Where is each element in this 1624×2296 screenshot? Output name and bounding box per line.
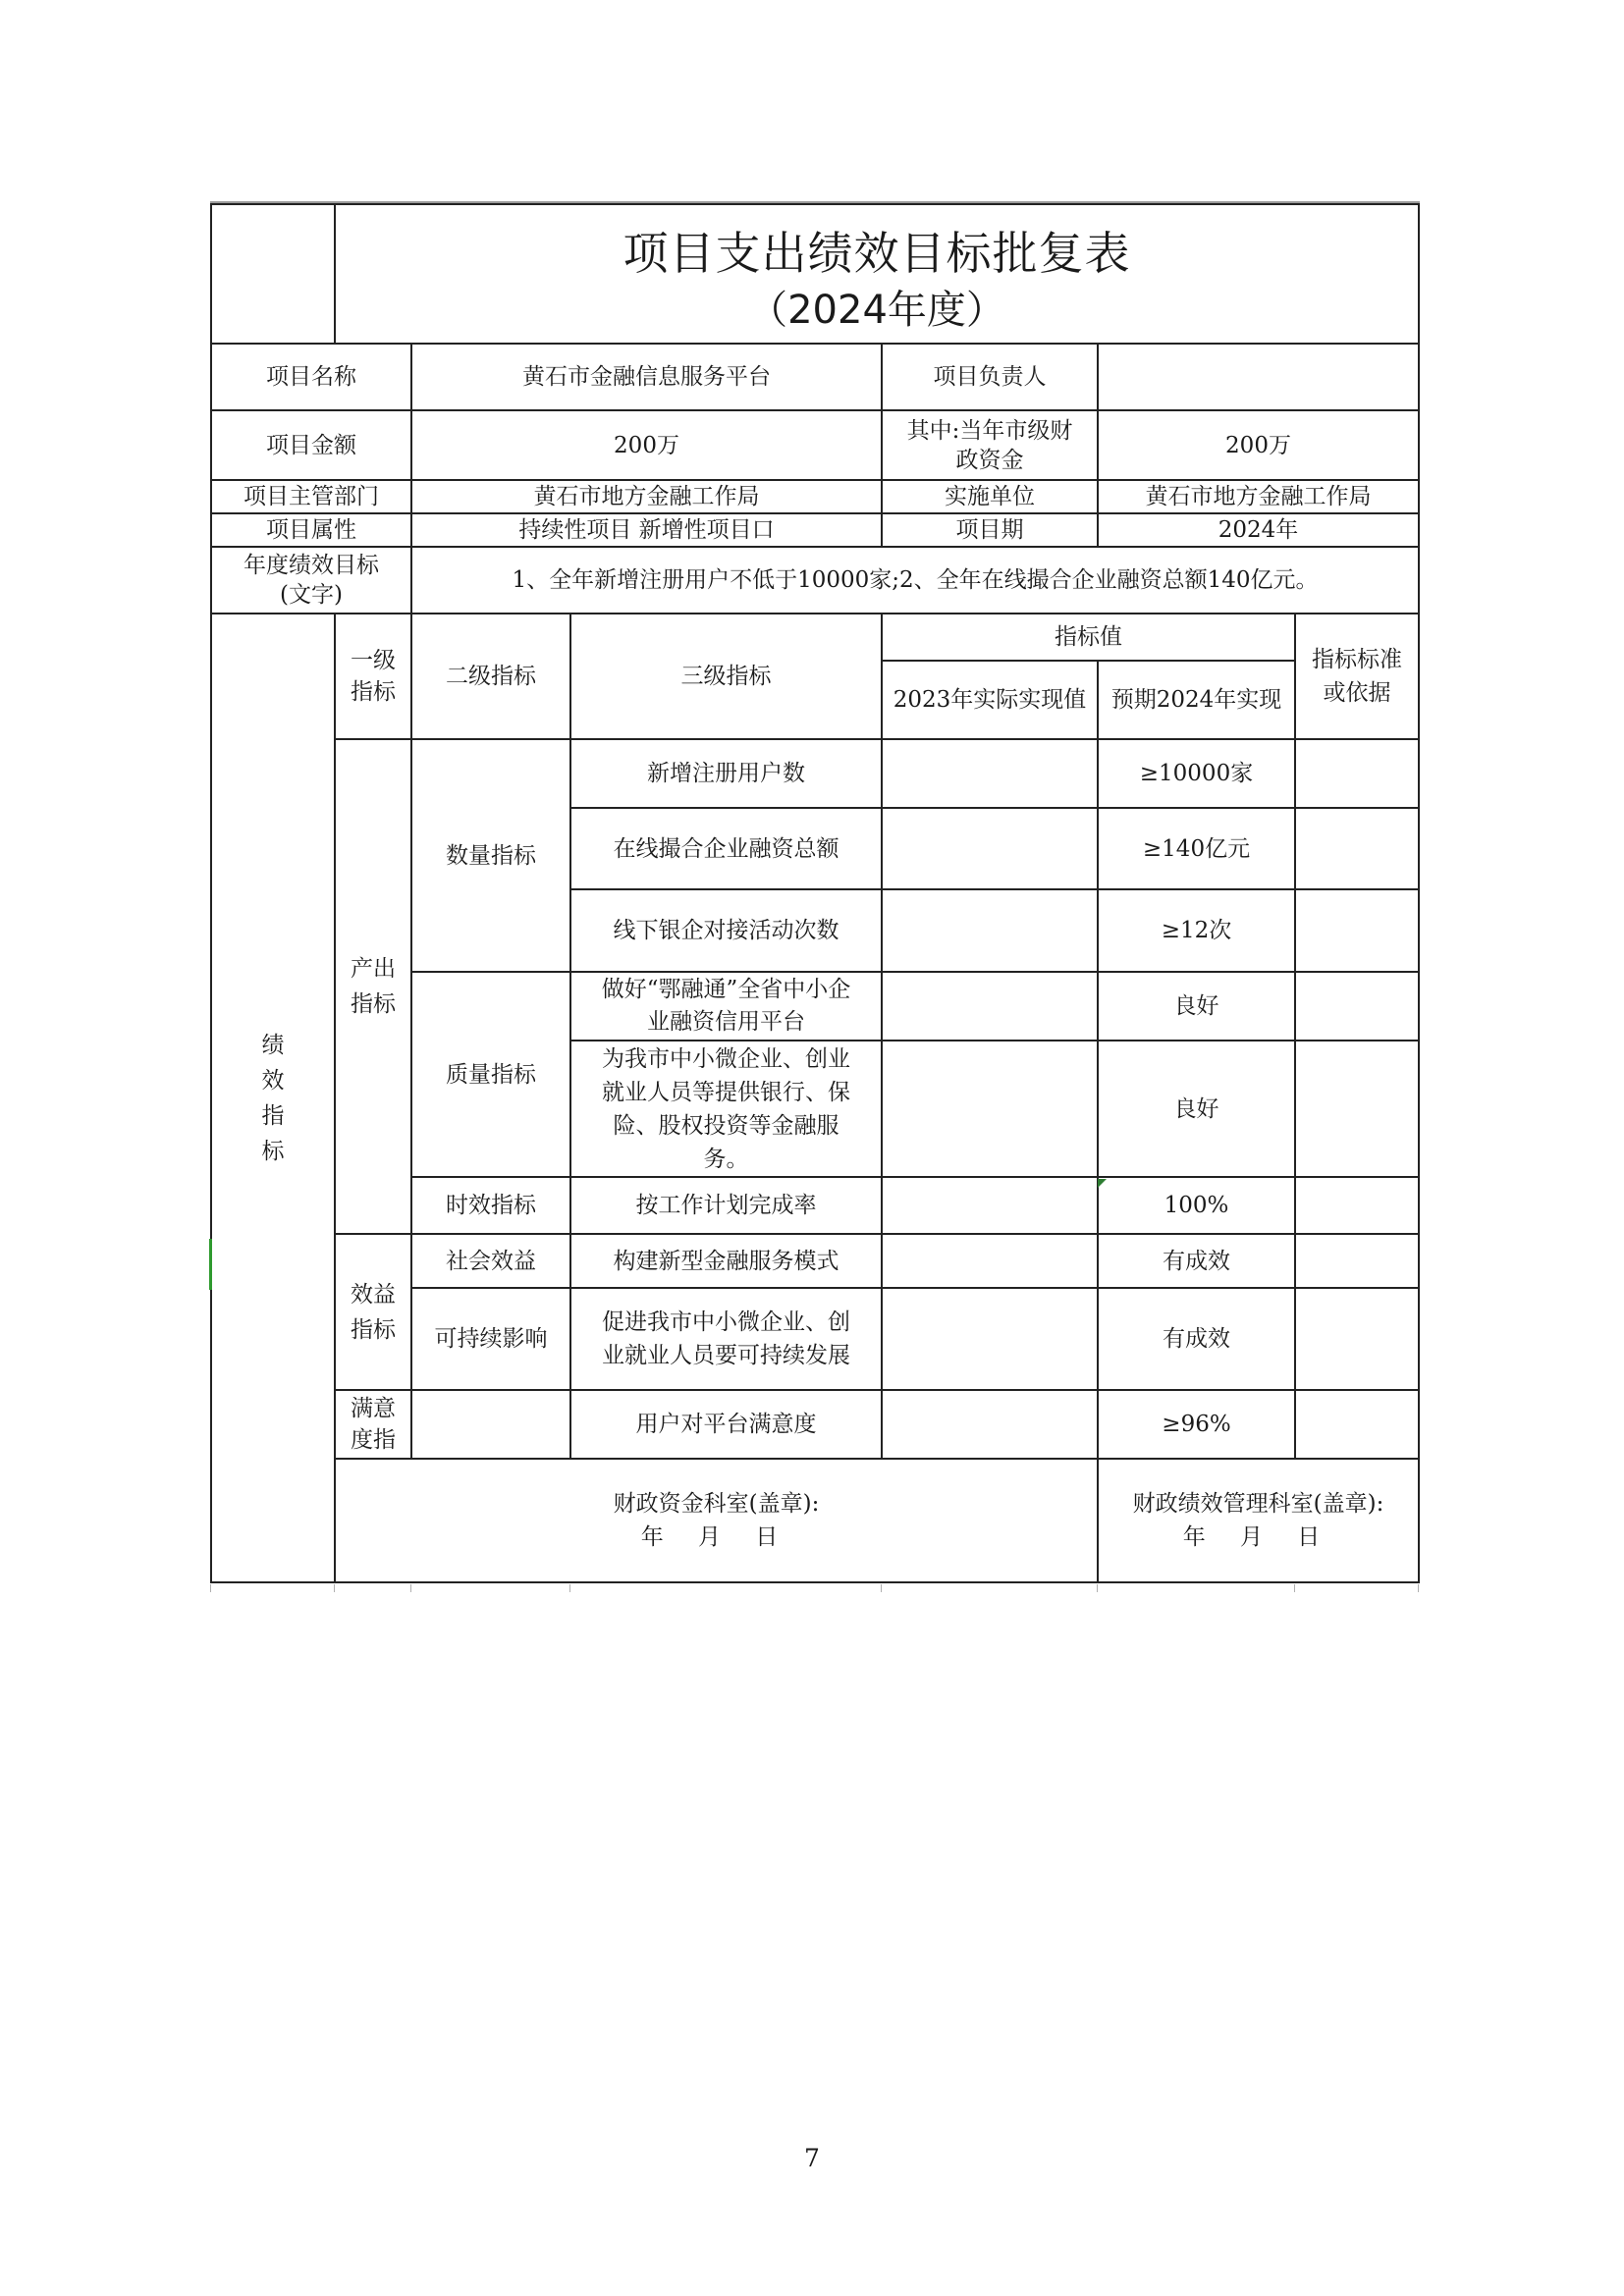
- indicator-expected: 良好: [1098, 972, 1295, 1041]
- period-value: 2024年: [1098, 513, 1419, 547]
- attribute-value: 持续性项目 新增性项目口: [411, 513, 882, 547]
- project-amount-label: 项目金额: [211, 410, 411, 480]
- indicator-expected: 良好: [1098, 1041, 1295, 1177]
- indicator-actual: [882, 1390, 1098, 1459]
- project-name-label: 项目名称: [211, 344, 411, 410]
- indicator-name: 构建新型金融服务模式: [570, 1234, 882, 1288]
- indicator-standard: [1295, 1041, 1419, 1177]
- department-label: 项目主管部门: [211, 480, 411, 513]
- indicator-expected: ≥10000家: [1098, 739, 1295, 808]
- header-actual-2023: 2023年实际实现值: [882, 661, 1098, 739]
- indicator-row: [211, 1390, 1419, 1459]
- city-funds-label: 其中:当年市级财政资金: [882, 410, 1098, 480]
- indicator-actual: [882, 1177, 1098, 1234]
- indicator-name: 促进我市中小微企业、创业就业人员要可持续发展: [570, 1288, 882, 1390]
- sheet-grid-ticks: [210, 1584, 1420, 1592]
- indicator-standard: [1295, 972, 1419, 1041]
- project-name-row: [211, 344, 1419, 410]
- indicator-actual: [882, 808, 1098, 889]
- indicator-actual: [882, 889, 1098, 972]
- sustainability-label: 可持续影响: [411, 1288, 570, 1390]
- indicator-standard: [1295, 889, 1419, 972]
- page-title: 项目支出绩效目标批复表: [623, 227, 1131, 280]
- finance-fund-office-date: 年 月 日: [640, 1524, 792, 1550]
- header-level1: 一级指标: [335, 614, 411, 739]
- satisfaction-indicator-label: 满意度指: [335, 1390, 411, 1459]
- satisfaction-level2-empty: [411, 1390, 570, 1459]
- indicator-header-row-1: [211, 614, 1419, 661]
- cell-comment-indicator: [1098, 1179, 1107, 1188]
- indicator-standard: [1295, 1288, 1419, 1390]
- indicator-name: 线下银企对接活动次数: [570, 889, 882, 972]
- indicator-standard: [1295, 1234, 1419, 1288]
- performance-office-date: 年 月 日: [1182, 1524, 1334, 1550]
- indicator-row: [211, 739, 1419, 808]
- indicator-name: 做好“鄂融通”全省中小企业融资信用平台: [570, 972, 882, 1041]
- header-standard: 指标标准或依据: [1295, 614, 1419, 739]
- indicator-expected: 有成效: [1098, 1288, 1295, 1390]
- indicator-actual: [882, 1041, 1098, 1177]
- output-indicator-label: 产出指标: [335, 739, 411, 1234]
- indicator-row: [211, 1234, 1419, 1288]
- indicator-name: 在线撮合企业融资总额: [570, 808, 882, 889]
- header-expected-2024: 预期2024年实现: [1098, 661, 1295, 739]
- indicator-actual: [882, 972, 1098, 1041]
- indicator-standard: [1295, 1177, 1419, 1234]
- attribute-label: 项目属性: [211, 513, 411, 547]
- performance-office-signature: [1098, 1459, 1419, 1582]
- indicator-standard: [1295, 808, 1419, 889]
- project-leader-label: 项目负责人: [882, 344, 1098, 410]
- performance-office-label: 财政绩效管理科室(盖章):: [1132, 1491, 1384, 1517]
- indicator-actual: [882, 1234, 1098, 1288]
- signature-row: [211, 1459, 1419, 1582]
- city-funds-value: 200万: [1098, 410, 1419, 480]
- page-number: 7: [804, 2144, 820, 2172]
- finance-fund-office-signature: [335, 1459, 1098, 1582]
- attribute-row: [211, 513, 1419, 547]
- header-level3: 三级指标: [570, 614, 882, 739]
- indicators-section-label: 绩效指标: [211, 614, 335, 1582]
- title-cell: [335, 204, 1419, 344]
- finance-fund-office-label: 财政资金科室(盖章):: [613, 1491, 820, 1517]
- project-amount-value: 200万: [411, 410, 882, 480]
- period-label: 项目期: [882, 513, 1098, 547]
- annual-goal-text: 1、全年新增注册用户不低于10000家;2、全年在线撮合企业融资总额140亿元。: [411, 547, 1419, 614]
- approval-form-sheet: [210, 203, 1418, 1583]
- project-leader-value: [1098, 344, 1419, 410]
- title-row: [211, 204, 1419, 344]
- department-value: 黄石市地方金融工作局: [411, 480, 882, 513]
- indicator-name: 新增注册用户数: [570, 739, 882, 808]
- title-year: （2024年度）: [748, 288, 1005, 333]
- indicator-actual: [882, 1288, 1098, 1390]
- implementer-label: 实施单位: [882, 480, 1098, 513]
- project-amount-row: [211, 410, 1419, 480]
- timeliness-indicator-label: 时效指标: [411, 1177, 570, 1234]
- indicator-standard: [1295, 1390, 1419, 1459]
- performance-goal-table: [210, 203, 1420, 1583]
- indicator-expected: 100%: [1098, 1177, 1295, 1234]
- department-row: [211, 480, 1419, 513]
- annual-goal-label: 年度绩效目标(文字): [211, 547, 411, 614]
- indicator-standard: [1295, 739, 1419, 808]
- title-left-spacer: [211, 204, 335, 344]
- social-benefit-label: 社会效益: [411, 1234, 570, 1288]
- indicator-name: 用户对平台满意度: [570, 1390, 882, 1459]
- indicator-expected: ≥12次: [1098, 889, 1295, 972]
- indicator-actual: [882, 739, 1098, 808]
- quantity-indicator-label: 数量指标: [411, 739, 570, 972]
- indicator-expected: 有成效: [1098, 1234, 1295, 1288]
- cell-selection-marker: [209, 1239, 212, 1290]
- annual-goal-row: [211, 547, 1419, 614]
- project-name-value: 黄石市金融信息服务平台: [411, 344, 882, 410]
- indicator-expected: ≥140亿元: [1098, 808, 1295, 889]
- benefit-indicator-label: 效益指标: [335, 1234, 411, 1390]
- header-value: 指标值: [882, 614, 1295, 661]
- implementer-value: 黄石市地方金融工作局: [1098, 480, 1419, 513]
- indicator-name: 按工作计划完成率: [570, 1177, 882, 1234]
- indicator-name: 为我市中小微企业、创业就业人员等提供银行、保险、股权投资等金融服务。: [570, 1041, 882, 1177]
- header-level2: 二级指标: [411, 614, 570, 739]
- quality-indicator-label: 质量指标: [411, 972, 570, 1177]
- indicator-expected: ≥96%: [1098, 1390, 1295, 1459]
